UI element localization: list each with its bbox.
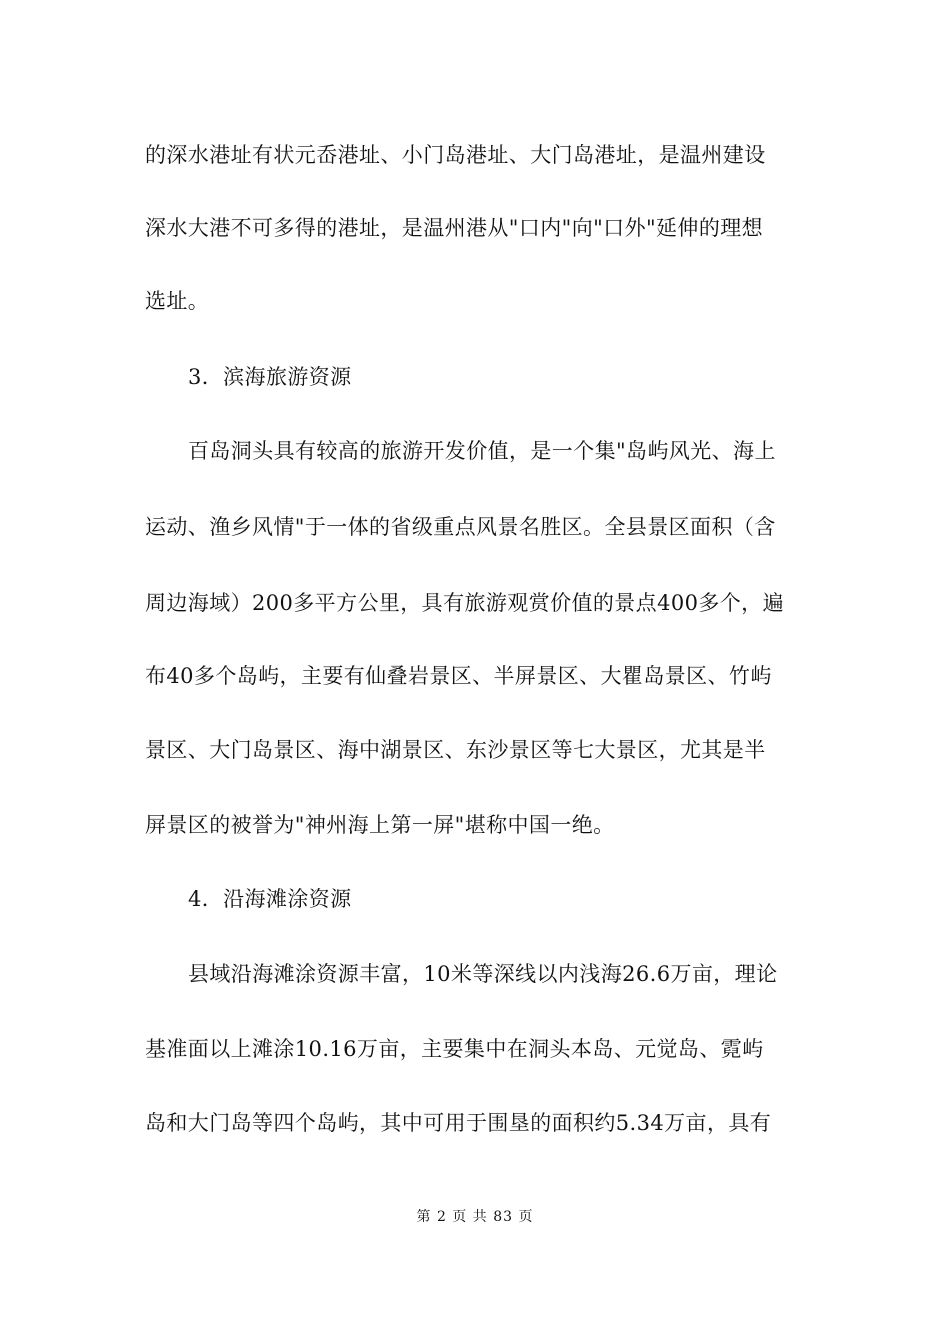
text-line: 岛和大门岛等四个岛屿，其中可用于围垦的面积约5.34万亩，具有 [145,1111,772,1135]
text-line: 布40多个岛屿，主要有仙叠岩景区、半屏景区、大瞿岛景区、竹屿 [145,664,772,688]
page-footer: 第 2 页 共 83 页 [416,1209,534,1225]
text-line: 的深水港址有状元岙港址、小门岛港址、大门岛港址，是温州建设 [145,143,766,167]
text-line: 景区、大门岛景区、海中湖景区、东沙景区等七大景区，尤其是半 [145,738,766,762]
text-line: 周边海域）200多平方公里，具有旅游观赏价值的景点400多个，遍 [145,591,784,615]
text-line: 深水大港不可多得的港址，是温州港从"口内"向"口外"延伸的理想 [145,216,764,240]
section-heading: 4．沿海滩涂资源 [188,887,352,911]
text-line: 选址。 [145,289,210,313]
section-heading: 3．滨海旅游资源 [188,365,352,389]
text-line: 县域沿海滩涂资源丰富，10米等深线以内浅海26.6万亩，理论 [188,962,778,986]
text-line: 屏景区的被誉为"神州海上第一屏"堪称中国一绝。 [145,813,615,837]
text-line: 基准面以上滩涂10.16万亩，主要集中在洞头本岛、元觉岛、霓屿 [145,1037,764,1061]
text-line: 运动、渔乡风情"于一体的省级重点风景名胜区。全县景区面积（含 [145,515,776,539]
text-line: 百岛洞头具有较高的旅游开发价值，是一个集"岛屿风光、海上 [188,439,776,463]
